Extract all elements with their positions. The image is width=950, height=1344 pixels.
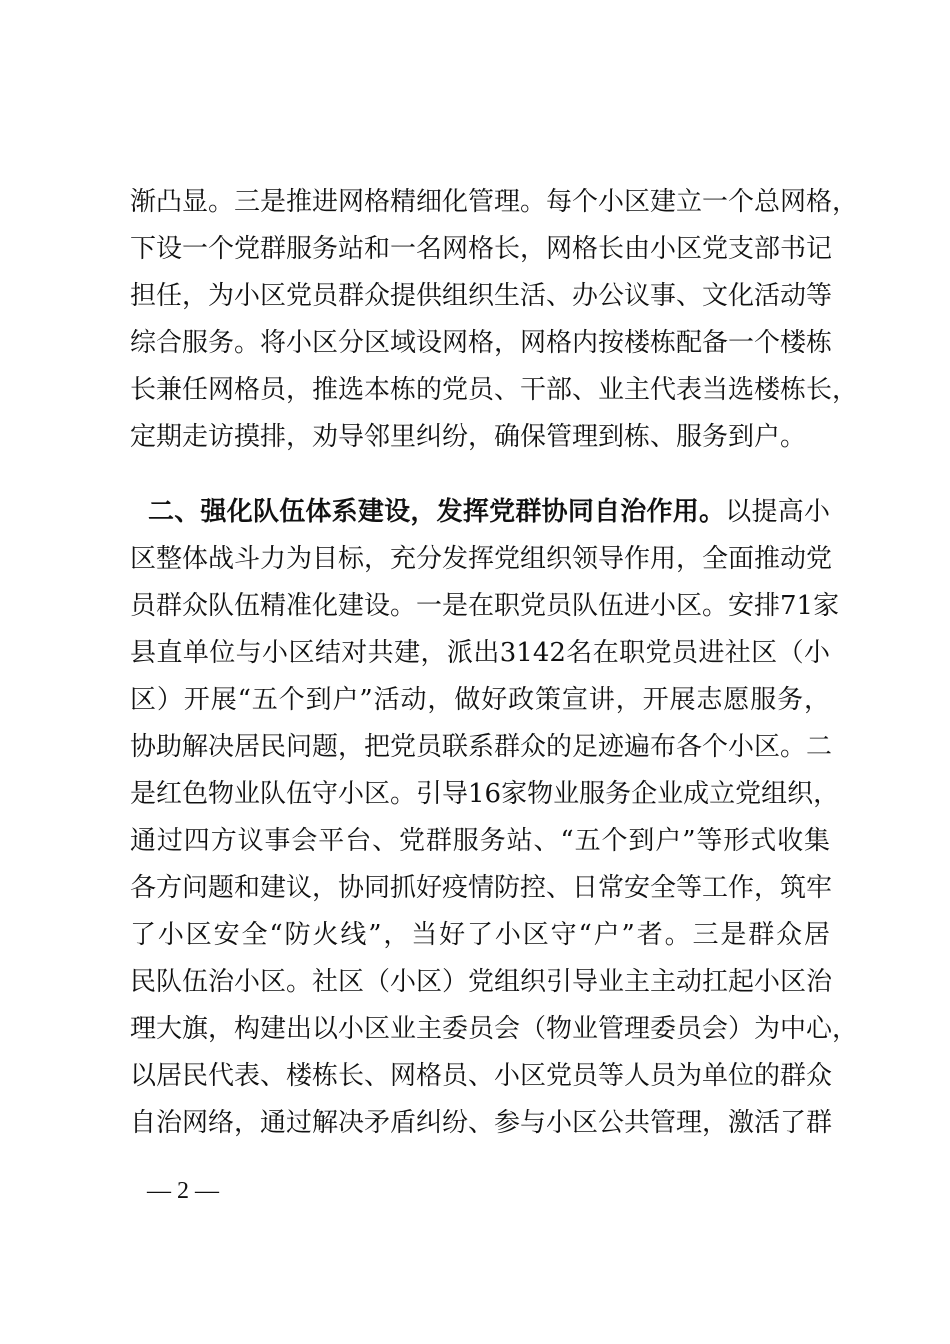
paragraph2-line: 了小区安全“防火线”，当好了小区守“户”者。三是群众居 <box>130 920 830 950</box>
paragraph2-line: 各方问题和建议，协同抓好疫情防控、日常安全等工作，筑牢 <box>130 873 833 903</box>
paragraph2-line: 自治网络，通过解决矛盾纠纷、参与小区公共管理，激活了群 <box>130 1108 833 1138</box>
paragraph2-line-rest: 以提高小 <box>725 497 830 527</box>
paragraph2-line: 区整体战斗力为目标，充分发挥党组织领导作用，全面推动党 <box>130 544 833 574</box>
section-heading: 二、强化队伍体系建设，发挥党群协同自治作用。 <box>148 497 726 527</box>
paragraph1-line: 定期走访摸排，劝导邻里纠纷，确保管理到栋、服务到户。 <box>130 422 807 452</box>
page-number: — 2 — <box>147 1178 219 1204</box>
paragraph2-line: 民队伍治小区。社区（小区）党组织引导业主主动扛起小区治 <box>130 967 833 997</box>
paragraph2-first-line <box>148 495 830 529</box>
paragraph2-line: 是红色物业队伍守小区。引导16家物业服务企业成立党组织， <box>130 779 840 809</box>
paragraph2-line: 理大旗，构建出以小区业主委员会（物业管理委员会）为中心， <box>130 1014 859 1044</box>
paragraph2-line: 以居民代表、楼栋长、网格员、小区党员等人员为单位的群众 <box>130 1061 833 1091</box>
paragraph1-line: 下设一个党群服务站和一名网格长，网格长由小区党支部书记 <box>130 234 833 264</box>
paragraph2-line: 协助解决居民问题，把党员联系群众的足迹遍布各个小区。二 <box>130 732 833 762</box>
paragraph1-line: 渐凸显。三是推进网格精细化管理。每个小区建立一个总网格， <box>130 187 859 217</box>
paragraph1-line: 长兼任网格员，推选本栋的党员、干部、业主代表当选楼栋长， <box>130 375 859 405</box>
paragraph2-line: 通过四方议事会平台、党群服务站、“五个到户”等形式收集 <box>130 826 830 856</box>
paragraph1-line: 综合服务。将小区分区域设网格，网格内按楼栋配备一个楼栋 <box>130 328 833 358</box>
paragraph1-line: 担任，为小区党员群众提供组织生活、办公议事、文化活动等 <box>130 281 833 311</box>
paragraph2-line: 县直单位与小区结对共建，派出3142名在职党员进社区（小 <box>130 638 830 668</box>
paragraph2-line: 员群众队伍精准化建设。一是在职党员队伍进小区。安排71家 <box>130 591 840 621</box>
paragraph2-line: 区）开展“五个到户”活动，做好政策宣讲，开展志愿服务， <box>130 685 830 715</box>
